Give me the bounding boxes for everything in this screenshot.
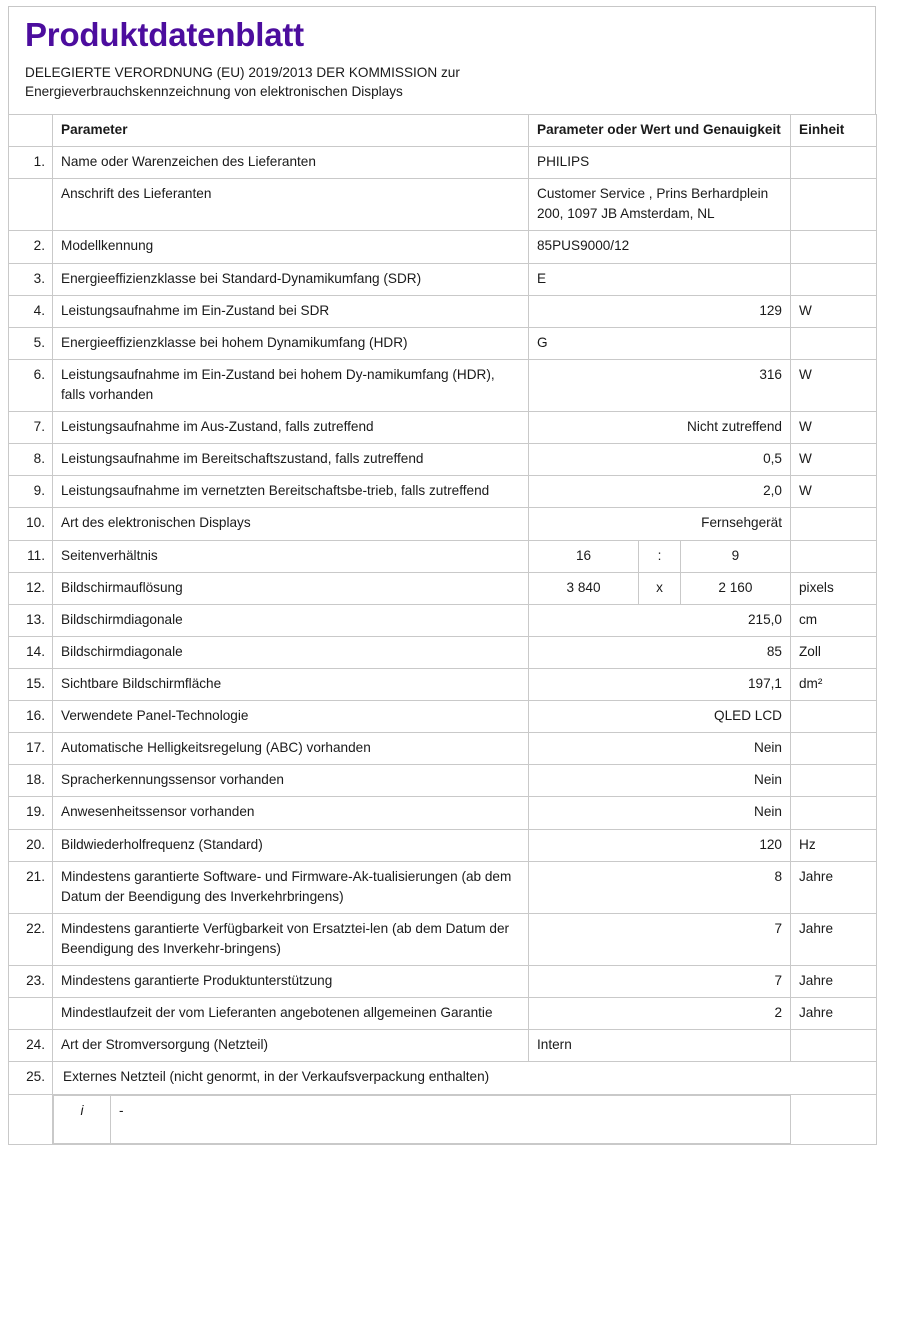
row-unit: W	[791, 412, 877, 444]
row-parameter: Mindestlaufzeit der vom Lieferanten angebotenen allgemeinen Garantie	[53, 998, 529, 1030]
split-value-part-a: 16	[529, 541, 639, 572]
row-number: 17.	[9, 733, 53, 765]
row-parameter: Seitenverhältnis	[53, 540, 529, 572]
row-parameter: Sichtbare Bildschirmfläche	[53, 669, 529, 701]
row-parameter: Leistungsaufnahme im Ein-Zustand bei hohem Dy-namikumfang (HDR), falls vorhanden	[53, 359, 529, 411]
row-unit: dm²	[791, 669, 877, 701]
row-parameter: Bildschirmauflösung	[53, 572, 529, 604]
page-title: Produktdatenblatt	[25, 16, 304, 53]
row-parameter: Modellkennung	[53, 231, 529, 263]
row-unit: Jahre	[791, 913, 877, 965]
row-value: G	[529, 327, 791, 359]
row-unit: W	[791, 476, 877, 508]
psu-index-label: i	[54, 1095, 111, 1143]
row-unit: Jahre	[791, 998, 877, 1030]
row-parameter: Verwendete Panel-Technologie	[53, 701, 529, 733]
table-row	[9, 444, 877, 476]
row-parameter: Leistungsaufnahme im vernetzten Bereitschaftsbe-trieb, falls zutreffend	[53, 476, 529, 508]
table-row	[9, 572, 877, 604]
header-cell-unit: Einheit	[791, 115, 877, 147]
row-number: 10.	[9, 508, 53, 540]
row-number: 11.	[9, 540, 53, 572]
row-unit: Jahre	[791, 861, 877, 913]
psu-detail-row	[9, 1094, 877, 1144]
row-value: Intern	[529, 1030, 791, 1062]
row-number: 22.	[9, 913, 53, 965]
header-cell-number	[9, 115, 53, 147]
row-value: 120	[529, 829, 791, 861]
row-number	[9, 179, 53, 231]
row-parameter: Mindestens garantierte Produktunterstützung	[53, 966, 529, 998]
row-unit: Hz	[791, 829, 877, 861]
table-row	[9, 966, 877, 998]
row-unit: W	[791, 444, 877, 476]
row-unit	[791, 540, 877, 572]
row-parameter: Energieeffizienzklasse bei Standard-Dynamikumfang (SDR)	[53, 263, 529, 295]
row-number: 3.	[9, 263, 53, 295]
row-number: 24.	[9, 1030, 53, 1062]
table-row	[9, 327, 877, 359]
row-number: 18.	[9, 765, 53, 797]
row-number: 13.	[9, 604, 53, 636]
row-unit	[791, 179, 877, 231]
row-value: 7	[529, 913, 791, 965]
row-unit: W	[791, 295, 877, 327]
subtitle-line-2: Energieverbrauchskennzeichnung von elektronischen Displays	[25, 84, 403, 100]
row-unit	[791, 263, 877, 295]
row-parameter: Name oder Warenzeichen des Lieferanten	[53, 147, 529, 179]
row-number: 1.	[9, 147, 53, 179]
row-value: Nein	[529, 733, 791, 765]
row-value: 197,1	[529, 669, 791, 701]
row-number: 2.	[9, 231, 53, 263]
table-row	[9, 636, 877, 668]
psu-detail-number	[9, 1094, 53, 1144]
table-row	[9, 359, 877, 411]
table-row	[9, 913, 877, 965]
row-number: 14.	[9, 636, 53, 668]
row-value: 129	[529, 295, 791, 327]
row-number: 5.	[9, 327, 53, 359]
split-value-part-c: 2 160	[718, 579, 753, 595]
psu-detail-unit	[791, 1094, 877, 1144]
row-value: 215,0	[529, 604, 791, 636]
document-subtitle	[25, 63, 859, 102]
row-parameter: Art des elektronischen Displays	[53, 508, 529, 540]
row-value: QLED LCD	[529, 701, 791, 733]
row-parameter: Energieeffizienzklasse bei hohem Dynamikumfang (HDR)	[53, 327, 529, 359]
table-header-row	[9, 115, 877, 147]
table-row	[9, 412, 877, 444]
row-unit	[791, 147, 877, 179]
table-row	[9, 1030, 877, 1062]
subtitle-line-1: DELEGIERTE VERORDNUNG (EU) 2019/2013 DER KOMMISSION zur	[25, 64, 460, 80]
psu-section-number: 25.	[9, 1062, 53, 1094]
table-row	[9, 998, 877, 1030]
split-value-group	[529, 573, 790, 604]
psu-value: -	[111, 1095, 791, 1143]
row-value	[529, 540, 791, 572]
row-number: 8.	[9, 444, 53, 476]
row-parameter: Automatische Helligkeitsregelung (ABC) vorhanden	[53, 733, 529, 765]
row-parameter: Anwesenheitssensor vorhanden	[53, 797, 529, 829]
specification-table-body	[9, 115, 877, 1145]
table-row	[9, 476, 877, 508]
row-parameter: Bildschirmdiagonale	[53, 604, 529, 636]
row-value: 2	[529, 998, 791, 1030]
table-row	[9, 263, 877, 295]
row-parameter: Leistungsaufnahme im Bereitschaftszustand, falls zutreffend	[53, 444, 529, 476]
row-unit	[791, 733, 877, 765]
row-parameter: Bildwiederholfrequenz (Standard)	[53, 829, 529, 861]
row-unit: Jahre	[791, 966, 877, 998]
row-unit	[791, 231, 877, 263]
row-number: 19.	[9, 797, 53, 829]
row-value: 85PUS9000/12	[529, 231, 791, 263]
row-value: Nicht zutreffend	[529, 412, 791, 444]
row-value: 8	[529, 861, 791, 913]
header-cell-value: Parameter oder Wert und Genauigkeit	[529, 115, 791, 147]
table-row	[9, 604, 877, 636]
table-row	[9, 295, 877, 327]
table-row	[9, 147, 877, 179]
row-unit: Zoll	[791, 636, 877, 668]
row-number: 9.	[9, 476, 53, 508]
table-row	[9, 829, 877, 861]
psu-section-row	[9, 1062, 877, 1094]
row-value: E	[529, 263, 791, 295]
row-value: Fernsehgerät	[529, 508, 791, 540]
row-number: 6.	[9, 359, 53, 411]
row-value: Nein	[529, 797, 791, 829]
row-unit	[791, 327, 877, 359]
split-value-group	[529, 541, 790, 572]
row-value: PHILIPS	[529, 147, 791, 179]
row-number: 7.	[9, 412, 53, 444]
row-parameter: Art der Stromversorgung (Netzteil)	[53, 1030, 529, 1062]
table-row	[9, 540, 877, 572]
table-row	[9, 508, 877, 540]
split-value-part-c: 9	[731, 547, 740, 563]
row-parameter: Anschrift des Lieferanten	[53, 179, 529, 231]
table-row	[9, 797, 877, 829]
row-value: 0,5	[529, 444, 791, 476]
table-row	[9, 733, 877, 765]
psu-section-heading: Externes Netzteil (nicht genormt, in der Verkaufsverpackung enthalten)	[53, 1062, 877, 1094]
row-parameter: Mindestens garantierte Software- und Firmware-Ak-tualisierungen (ab dem Datum der Beendigung des Inverkehrbringens)	[53, 861, 529, 913]
row-value: 2,0	[529, 476, 791, 508]
row-number: 4.	[9, 295, 53, 327]
row-value: 316	[529, 359, 791, 411]
row-unit	[791, 701, 877, 733]
table-row	[9, 669, 877, 701]
row-unit	[791, 1030, 877, 1062]
row-value: Nein	[529, 765, 791, 797]
row-number: 12.	[9, 572, 53, 604]
header-cell-parameter: Parameter	[53, 115, 529, 147]
row-unit: cm	[791, 604, 877, 636]
split-value-part-b: x	[639, 573, 681, 604]
row-number	[9, 998, 53, 1030]
row-parameter: Bildschirmdiagonale	[53, 636, 529, 668]
row-value: Customer Service , Prins Berhardplein 200, 1097 JB Amsterdam, NL	[529, 179, 791, 231]
row-unit	[791, 508, 877, 540]
product-datasheet-page	[0, 6, 900, 1339]
split-value-part-a: 3 840	[529, 573, 639, 604]
table-row	[9, 179, 877, 231]
row-parameter: Leistungsaufnahme im Ein-Zustand bei SDR	[53, 295, 529, 327]
row-number: 23.	[9, 966, 53, 998]
row-parameter: Spracherkennungssensor vorhanden	[53, 765, 529, 797]
row-value	[529, 572, 791, 604]
row-unit	[791, 797, 877, 829]
row-parameter: Leistungsaufnahme im Aus-Zustand, falls zutreffend	[53, 412, 529, 444]
table-row	[9, 861, 877, 913]
row-parameter: Mindestens garantierte Verfügbarkeit von Ersatztei-len (ab dem Datum der Beendigung des Inverkehr-bringens)	[53, 913, 529, 965]
table-row	[9, 765, 877, 797]
row-value: 85	[529, 636, 791, 668]
row-unit: pixels	[791, 572, 877, 604]
table-row	[9, 231, 877, 263]
row-unit	[791, 765, 877, 797]
row-number: 21.	[9, 861, 53, 913]
split-value-part-b: :	[639, 541, 681, 572]
specification-table	[8, 114, 877, 1145]
table-row	[9, 701, 877, 733]
row-number: 20.	[9, 829, 53, 861]
row-value: 7	[529, 966, 791, 998]
psu-detail-group	[53, 1094, 791, 1144]
document-header	[8, 6, 876, 114]
row-number: 15.	[9, 669, 53, 701]
row-unit: W	[791, 359, 877, 411]
row-number: 16.	[9, 701, 53, 733]
